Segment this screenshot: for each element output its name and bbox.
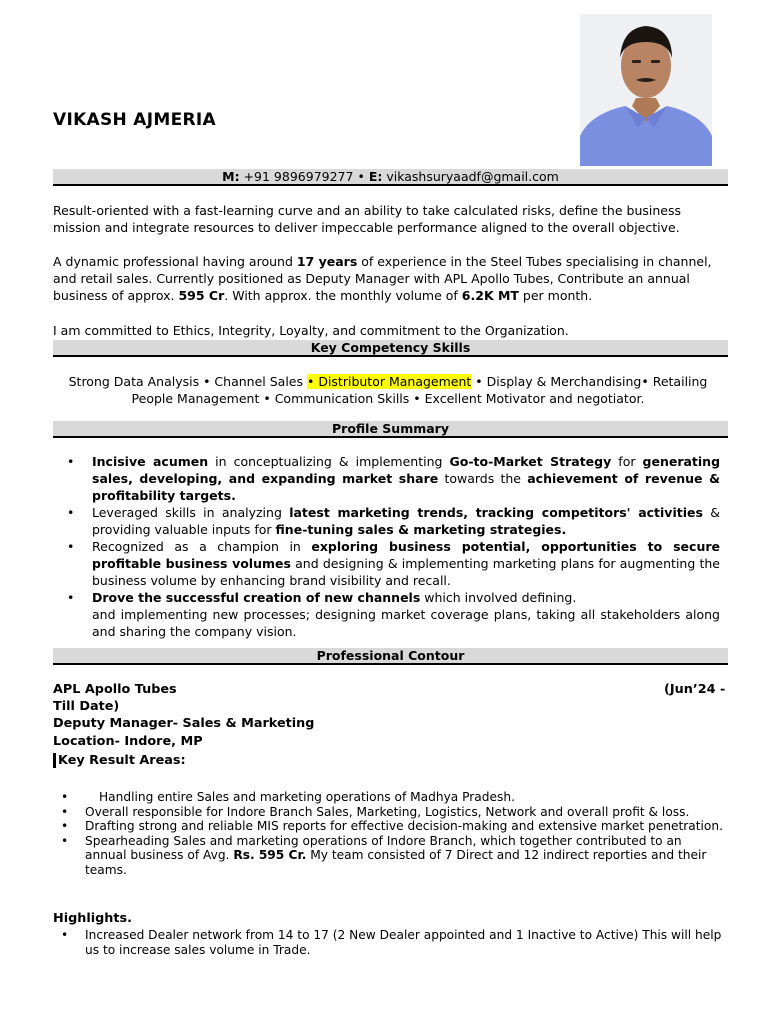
mobile-label: M: <box>222 169 240 184</box>
bullet-icon: • <box>61 790 69 804</box>
text: Handling entire Sales and marketing operations of Madhya Pradesh. <box>99 790 515 804</box>
list-item <box>53 453 720 504</box>
bullet-icon: • <box>67 505 75 520</box>
section-header-profile <box>53 421 728 438</box>
intro-paragraph-3: I am committed to Ethics, Integrity, Loyalty, and commitment to the Organization. <box>53 323 569 338</box>
section-title: Key Competency Skills <box>310 340 471 355</box>
section-title: Professional Contour <box>316 648 465 663</box>
monthly-volume: 6.2K MT <box>461 288 519 303</box>
text: Spearheading Sales and marketing operations of Indore Branch, which together contributed to an annual business of Avg. <box>85 833 682 863</box>
years-experience: 17 years <box>296 254 358 269</box>
contact-separator: • <box>357 169 369 184</box>
candidate-name: VIKASH AJMERIA <box>53 110 216 130</box>
text: of experience in the Steel Tubes specialising in channel, and retail sales. Currently positioned as Deputy Manager with APL Apollo Tubes, Contribute an annual business of approx. <box>53 254 712 303</box>
text: fine-tuning sales & marketing strategies. <box>275 522 567 537</box>
text: Leveraged skills in analyzing <box>92 505 290 520</box>
text: for <box>611 454 643 469</box>
text: achievement of revenue & profitability targets. <box>92 471 720 503</box>
list-item <box>53 504 720 538</box>
text: Incisive acumen <box>92 454 209 469</box>
profile-photo <box>580 14 712 166</box>
skills-text: Strong Data Analysis • Channel Sales <box>68 374 307 389</box>
portrait-image <box>580 14 712 166</box>
job-role: Deputy Manager- Sales & Marketing <box>53 716 315 731</box>
bullet-icon: • <box>67 539 75 554</box>
intro-paragraph-2 <box>53 253 723 304</box>
job-date-start: (Jun’24 - <box>664 682 726 697</box>
text: . With approx. the monthly volume of <box>224 288 462 303</box>
text: Drove the successful creation of new channels <box>92 590 421 605</box>
kra-heading: Key Result Areas: <box>53 753 186 768</box>
kra-list <box>53 790 723 878</box>
skills-text: • Display & Merchandising• Retailing People Management • Communication Skills • Excellent Motivator and negotiator. <box>131 374 708 406</box>
list-item <box>53 805 723 820</box>
text: exploring business potential, opportunities to secure profitable business volumes <box>92 539 720 571</box>
email-label: E: <box>368 169 383 184</box>
text: generating sales, developing, and expanding market share <box>92 454 721 486</box>
bullet-icon: • <box>61 833 69 848</box>
text: Drafting strong and reliable MIS reports for effective decision-making and extensive market penetration. <box>85 819 723 834</box>
mobile-number: +91 9896979277 <box>239 169 358 184</box>
text: which involved defining. <box>420 590 577 605</box>
text: in conceptualizing & implementing <box>208 454 450 469</box>
bullet-icon: • <box>61 928 69 942</box>
text: Overall responsible for Indore Branch Sales, Marketing, Logistics, Network and overall profit & loss. <box>85 804 690 819</box>
email-address: vikashsuryaadf@gmail.com <box>382 169 559 184</box>
text: and designing & implementing marketing plans for augmenting the business volume by enhancing brand visibility and recall. <box>92 556 720 588</box>
list-item <box>53 790 723 805</box>
text: A dynamic professional having around <box>53 254 297 269</box>
job-location: Location- Indore, MP <box>53 734 203 749</box>
skills-list <box>53 373 723 407</box>
text: My team consisted of 7 Direct and 12 indirect reporties and their teams. <box>85 848 707 877</box>
section-header-contour <box>53 648 728 665</box>
list-item <box>53 538 720 589</box>
annual-business: 595 Cr <box>178 288 225 303</box>
intro-paragraph-1: Result-oriented with a fast-learning curve and an ability to take calculated risks, define the business mission and integrate resources to deliver impeccable performance aligned to the overall objective. <box>53 203 681 235</box>
section-title: Profile Summary <box>332 421 449 436</box>
highlighted-skill: • Distributor Management <box>306 374 472 389</box>
bullet-icon: • <box>67 454 75 469</box>
text: Recognized as a champion in <box>92 539 312 554</box>
job-company: APL Apollo Tubes <box>53 682 177 697</box>
text: and implementing new processes; designing market coverage plans, taking all stakeholders along and sharing the company vision. <box>92 607 720 639</box>
text: & providing valuable inputs for <box>92 505 720 537</box>
bullet-icon: • <box>67 590 75 605</box>
profile-summary <box>53 453 720 640</box>
list-item <box>53 928 723 957</box>
highlights-list <box>53 928 723 957</box>
list-item <box>53 589 720 640</box>
contact-bar <box>53 169 728 186</box>
text: Rs. 595 Cr. <box>233 848 307 863</box>
highlights-heading: Highlights. <box>53 911 133 926</box>
text: per month. <box>518 288 593 303</box>
list-item <box>53 819 723 834</box>
bullet-icon: • <box>61 804 69 819</box>
text: latest marketing trends, tracking competitors' activities <box>289 505 703 520</box>
text: Go-to-Market Strategy <box>449 454 612 469</box>
job-date-end: Till Date) <box>53 699 120 714</box>
bullet-icon: • <box>61 819 69 834</box>
section-header-skills <box>53 340 728 357</box>
list-item <box>53 834 723 878</box>
text: towards the <box>438 471 528 486</box>
text: Increased Dealer network from 14 to 17 (2 New Dealer appointed and 1 Inactive to Active) This will help us to increase sales volume in Trade. <box>85 928 722 957</box>
